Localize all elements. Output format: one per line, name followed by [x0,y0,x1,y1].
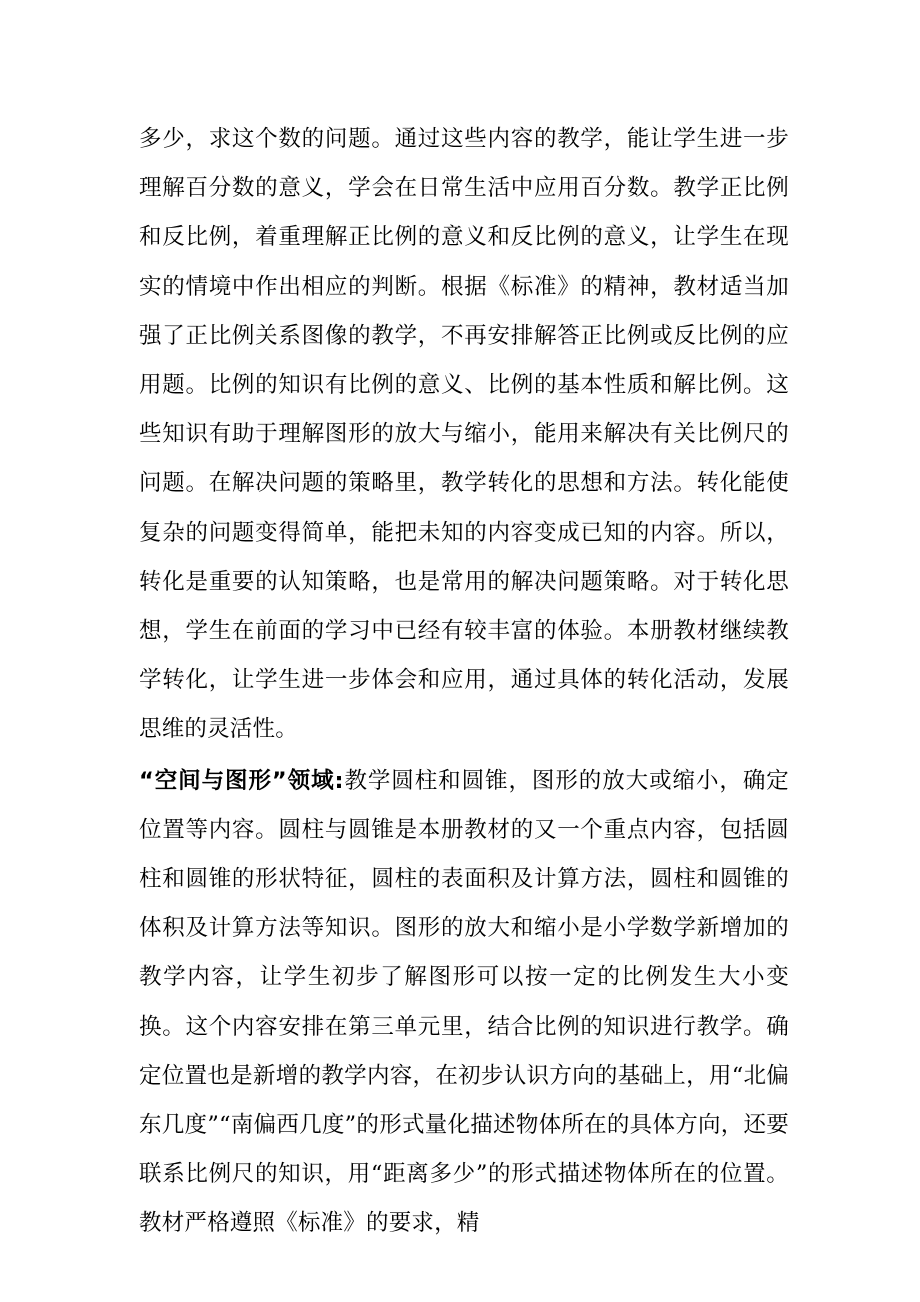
paragraph-text: 多少，求这个数的问题。通过这些内容的教学，能让学生进一步理解百分数的意义，学会在日常生活中应用百分数。教学正比例和反比例，着重理解正比例的意义和反比例的意义，让学生在现实的情境中作出相应的判断。根据《标准》的精神，教材适当加强了正比例关系图像的教学，不再安排解答正比例或反比例的应用题。比例的知识有比例的意义、比例的基本性质和解比例。这些知识有助于理解图形的放大与缩小，能用来解决有关比例尺的问题。在解决问题的策略里，教学转化的思想和方法。转化能使复杂的问题变得简单，能把未知的内容变成已知的内容。所以，转化是重要的认知策略，也是常用的解决问题策略。对于转化思想，学生在前面的学习中已经有较丰富的体验。本册教材继续教学转化，让学生进一步体会和应用，通过具体的转化活动，发展思维的灵活性。 [139,126,789,743]
section-heading: “空间与图形”领域: [139,767,344,794]
paragraph-text: 教学圆柱和圆锥，图形的放大或缩小，确定位置等内容。圆柱与圆锥是本册教材的又一个重点内容，包括圆柱和圆锥的形状特征，圆柱的表面积及计算方法，圆柱和圆锥的体积及计算方法等知识。图形的放大和缩小是小学数学新增加的教学内容，让学生初步了解图形可以按一定的比例发生大小变换。这个内容安排在第三单元里，结合比例的知识进行教学。确定位置也是新增的教学内容，在初步认识方向的基础上，用“北偏东几度”“南偏西几度”的形式量化描述物体所在的具体方向，还要联系比例尺的知识，用“距离多少”的形式描述物体所在的位置。教材严格遵照《标准》的要求，精 [139,767,789,1237]
paragraph-number-and-algebra [139,115,789,755]
paragraph-space-and-shape [139,757,789,1249]
document-body [139,115,789,1249]
